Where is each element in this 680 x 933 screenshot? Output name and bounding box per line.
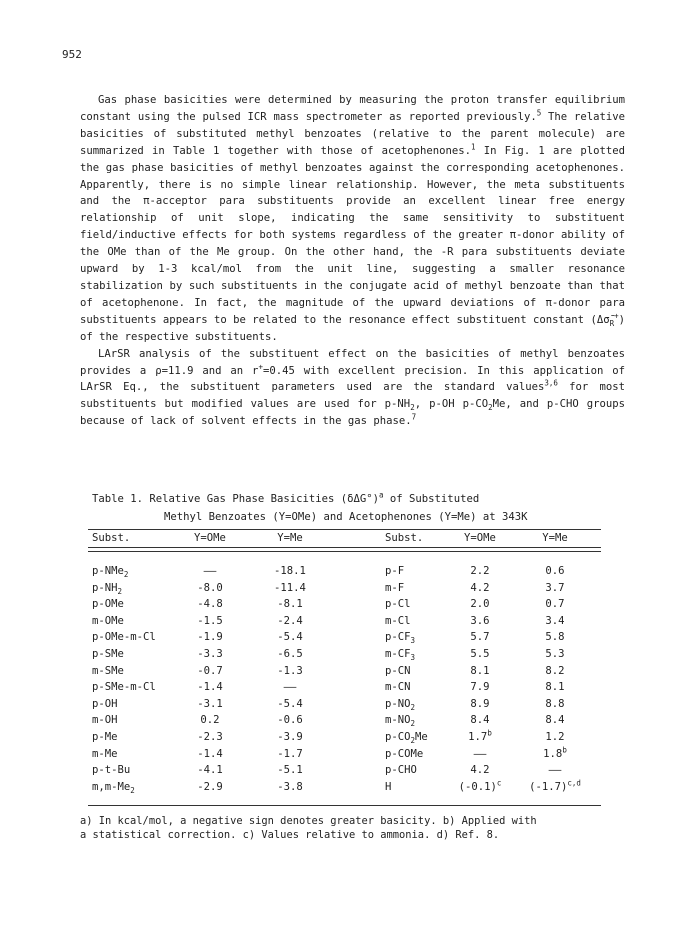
cell-yme-right: $(-1.7)^{c,d}$ [529,778,581,793]
cell-subst-right: $p-CO_2Me$ [385,731,428,746]
header-yme-right: Y=Me [542,532,568,544]
cell-yme-right: 8.2 [545,664,565,677]
footnotes [80,814,537,842]
cell-subst-left: m-Me [92,747,118,760]
table-row [88,582,601,599]
cell-yome-left: -4.8 [197,598,223,611]
cell-yome-left: -8.0 [197,581,223,594]
cell-subst-left: $p-NH_2$ [92,581,123,596]
table-row [88,598,601,615]
cell-yme-right: 8.1 [545,681,565,694]
cell-subst-right: m-CN [385,681,411,694]
table-row [88,728,601,748]
cell-yme-right: 8.4 [545,714,565,727]
body-text [80,92,625,430]
cell-subst-right: H [385,780,392,793]
cell-subst-left: $m,m-Me_2$ [92,780,135,795]
cell-yome-left: -0.7 [197,664,223,677]
cell-subst-right: p-CN [385,664,411,677]
header-yome-right: Y=OMe [464,532,496,544]
table-row [88,648,601,665]
cell-yme-right: 0.6 [545,565,565,577]
cell-yome-right: 2.0 [470,598,490,611]
table-row [88,778,601,798]
cell-subst-left: p-NMe$_2$ [92,565,129,580]
table-rule-mid1 [88,547,601,548]
cell-yme-right: 0.7 [545,598,565,611]
cell-subst-left: p-OMe-m-Cl [92,631,156,644]
cell-yome-right: 4.2 [470,581,490,594]
table-row [88,745,601,765]
table-row [88,565,601,582]
cell-yome-right: 5.7 [470,631,490,644]
cell-yome-right: 3.6 [470,614,490,627]
table-rule-top [88,529,601,530]
table-rule-bottom [88,805,601,806]
cell-yome-left: -4.1 [197,764,223,777]
cell-subst-left: p-Me [92,731,118,743]
cell-subst-right: p-Cl [385,598,411,611]
cell-subst-right: $m-NO_2$ [385,714,416,729]
cell-yome-left: -2.9 [197,780,223,793]
cell-yome-right: 5.5 [470,648,490,660]
cell-yome-right: 1.7$^b$ [468,728,492,743]
cell-yome-right: 8.9 [470,697,490,710]
cell-subst-left: p-SMe-m-Cl [92,681,156,694]
cell-yome-right: 8.4 [470,714,490,727]
cell-yme-left: -18.1 [274,565,306,577]
cell-yme-left: -8.1 [277,598,303,611]
cell-yme-left: -5.4 [277,697,303,710]
header-yome-left: Y=OMe [194,532,226,544]
table-row [88,681,601,698]
cell-yme-left: -5.1 [277,764,303,777]
cell-yome-left: -3.1 [197,697,223,710]
paragraph-1: Gas phase basicities were determined by measuring the proton transfer equilibrium constant using the pulsed ICR mass spectrometer as reported previously.$^5$ The relative basicities of substituted methyl benzoates (relative to the parent molecule) are summarized in Table 1 together with those of acetophenones.$^1$ In Fig. 1 are plotted the gas phase basicities of methyl benzoates against the corresponding acetophenones. Apparently, there is no simple linear relationship. However, the meta substituents and the π-acceptor para substituents provide an excellent linear free energy relationship of unit slope, indicating the same sensitivity to substituent field/inductive effects for both systems regardless of the greater π-donor ability of the OMe than of the Me group. On the other hand, the -R para substituents deviate upward by 1-3 kcal/mol from the unit line, suggesting a smaller resonance stabilization by such substituents in the conjugate acid of methyl benzoate than that of acetophenone. In fact, the magnitude of the upward deviations of π-donor para substituents appears to be related to the resonance effect substituent constant $(\Delta\sigmā_R^+)$ of the respective substituents. [80,94,625,343]
footnote-line1: a) In kcal/mol, a negative sign denotes greater basicity. b) Applied with [80,815,537,827]
cell-yme-left: -3.8 [277,780,303,793]
cell-yme-left: -2.4 [277,614,303,627]
cell-subst-right: $p-NO_2$ [385,697,416,712]
cell-yome-left: -2.3 [197,731,223,743]
table-row [88,631,601,648]
cell-yme-right: 8.8 [545,697,565,710]
cell-yome-left: -1.9 [197,631,223,644]
cell-yome-right: —— [473,747,487,760]
cell-yme-left: —— [283,681,297,694]
cell-yme-right: —— [548,764,562,777]
table-caption [92,490,528,526]
cell-subst-right: $m-CF_3$ [385,648,416,663]
paragraph-2: LArSR analysis of the substituent effect on the basicities of methyl benzoates provides a ρ=11.9 and an r+=0.45 with excellent precision. In this application of LArSR Eq., the substituent parameters used are the standard values$^{3,6}$ for most substituents but modified values are used for $p-NH_2$, p-OH $p-CO_2Me$, and p-CHO groups because of lack of solvent effects in the gas phase.$^7$ [80,347,626,428]
cell-subst-right: m-F [385,581,405,594]
cell-yme-left: -3.9 [277,731,303,743]
cell-yome-left: -3.3 [197,648,223,660]
cell-subst-left: p-OMe [92,598,124,611]
cell-subst-left: p-SMe [92,648,124,660]
cell-yome-left: 0.2 [200,714,220,727]
cell-yme-right: 5.3 [545,648,565,660]
table-row [88,698,601,715]
page-number: 952 [62,48,82,61]
cell-yme-left: -11.4 [274,581,306,594]
cell-yome-left: —— [203,565,217,577]
cell-yme-left: -1.7 [277,747,303,760]
cell-yme-left: -1.3 [277,664,303,677]
cell-subst-right: $p-CF_3$ [385,631,416,646]
cell-subst-left: m-OH [92,714,118,727]
cell-yome-left: -1.4 [197,747,223,760]
cell-yome-left: -1.5 [197,614,223,627]
cell-yme-right: 1.2 [545,731,565,743]
cell-subst-left: p-OH [92,697,118,710]
table-row [88,665,601,682]
cell-yome-right: 4.2 [470,764,490,777]
header-yme-left: Y=Me [277,532,303,544]
cell-yome-left: -1.4 [197,681,223,694]
table-row [88,615,601,632]
cell-yme-right: 5.8 [545,631,565,644]
cell-yome-right: $(-0.1)^c$ [458,778,502,793]
cell-subst-right: m-Cl [385,614,411,627]
cell-subst-left: m-OMe [92,614,124,627]
cell-yme-right: 3.4 [545,614,565,627]
cell-subst-left: m-SMe [92,664,124,677]
cell-yome-right: 7.9 [470,681,490,694]
cell-yme-right: 3.7 [545,581,565,594]
cell-yome-right: 8.1 [470,664,490,677]
header-subst-right: Subst. [385,532,424,544]
cell-subst-right: p-COMe [385,747,424,760]
cell-yme-left: -5.4 [277,631,303,644]
footnote-line2: a statistical correction. c) Values relative to ammonia. d) Ref. 8. [80,829,500,841]
table-row [88,714,601,731]
cell-yme-left: -6.5 [277,648,303,660]
cell-subst-right: p-F [385,565,405,577]
table-caption-line1: Table 1. Relative Gas Phase Basicities $(\delta\Delta G^\circ)^a$ of Substituted [92,490,480,505]
table-row [88,764,601,781]
cell-subst-right: p-CHO [385,764,417,777]
header-subst-left: Subst. [92,532,131,544]
cell-yme-left: -0.6 [277,714,303,727]
cell-yome-right: 2.2 [470,565,490,577]
cell-subst-left: p-t-Bu [92,764,131,777]
cell-yme-right: 1.8$^b$ [543,745,567,760]
table-rule-mid2 [88,551,601,552]
table-caption-line2: Methyl Benzoates (Y=OMe) and Acetophenones (Y=Me) at 343K [164,511,528,523]
